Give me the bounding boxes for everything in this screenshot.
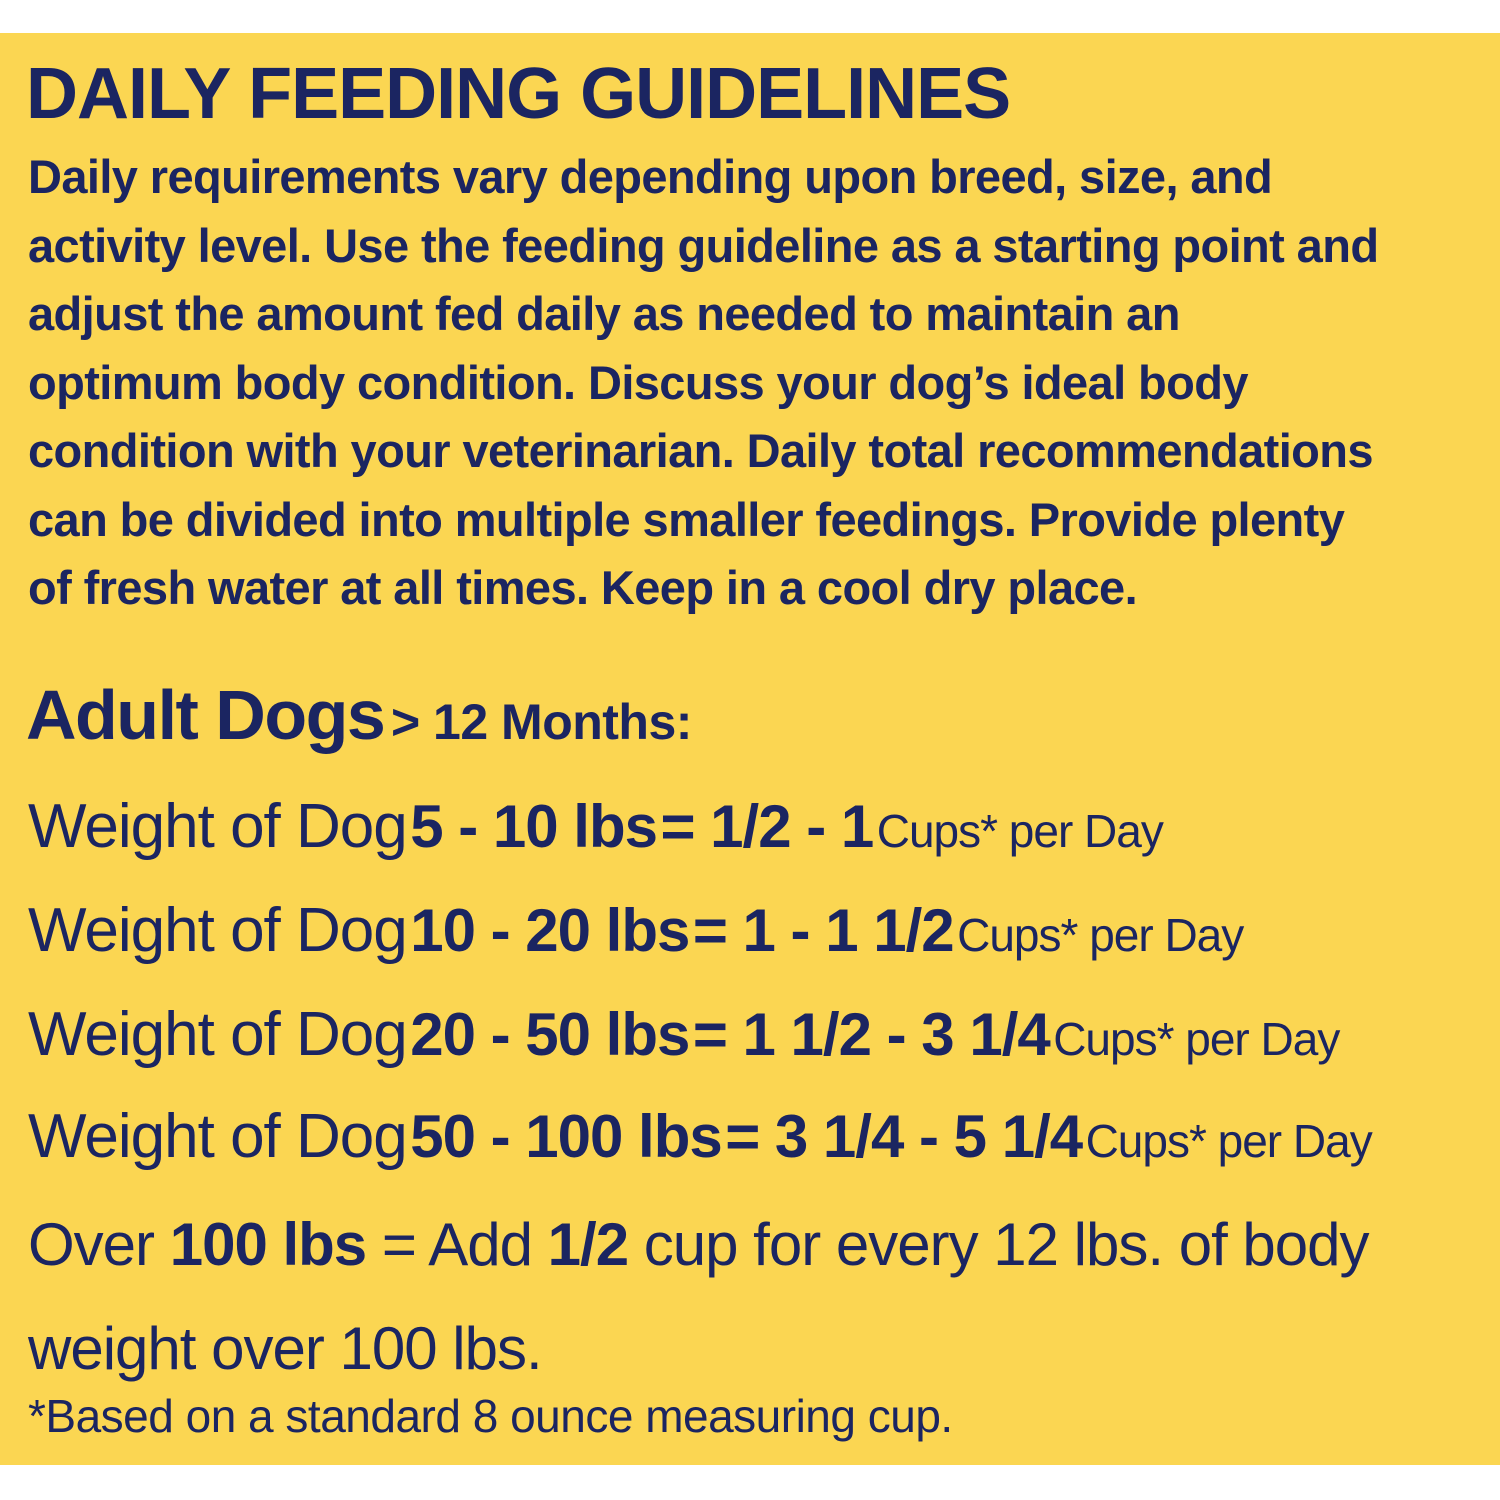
section-heading-sub: > 12 Months:: [390, 694, 692, 750]
section-heading-main: Adult Dogs: [26, 676, 385, 754]
over-equals: = Add: [381, 1211, 532, 1278]
footnote: *Based on a standard 8 ounce measuring cup.: [28, 1390, 953, 1442]
row-weight: 50 - 100 lbs: [410, 1103, 722, 1170]
intro-line: optimum body condition. Discuss your dog’s ideal body: [28, 355, 1248, 409]
over-prefix: Over: [28, 1211, 155, 1278]
over-100-line-1: [28, 1193, 1369, 1297]
feeding-row: [28, 1101, 1372, 1172]
row-amount: = 1 - 1 1/2: [692, 897, 954, 964]
feeding-row: [28, 791, 1163, 862]
intro-line: condition with your veterinarian. Daily total recommendations: [28, 424, 1373, 477]
intro-line: activity level. Use the feeding guideline as a starting point and: [28, 218, 1379, 272]
intro-paragraph: [28, 143, 1378, 623]
row-amount: = 3 1/4 - 5 1/4: [725, 1103, 1083, 1170]
row-unit: Cups* per Day: [876, 805, 1163, 857]
over-weight: 100 lbs: [169, 1211, 367, 1278]
over-100-line-2: weight over 100 lbs.: [28, 1315, 542, 1382]
feeding-guidelines-panel: [0, 33, 1500, 1465]
row-weight: 20 - 50 lbs: [410, 1001, 690, 1068]
feeding-row: [28, 999, 1339, 1070]
section-heading: [26, 675, 692, 755]
over-100-note: [28, 1193, 1369, 1401]
row-unit: Cups* per Day: [957, 909, 1244, 961]
feeding-row: [28, 895, 1243, 966]
row-label: Weight of Dog: [28, 1000, 407, 1069]
intro-line: Daily requirements vary depending upon breed, size, and: [28, 150, 1273, 203]
over-amount: 1/2: [547, 1211, 629, 1278]
intro-line: can be divided into multiple smaller feedings. Provide plenty: [28, 492, 1345, 546]
row-unit: Cups* per Day: [1053, 1013, 1340, 1065]
intro-line: adjust the amount fed daily as needed to maintain an: [28, 287, 1180, 340]
row-label: Weight of Dog: [28, 896, 407, 965]
intro-line: of fresh water at all times. Keep in a cool dry place.: [28, 561, 1138, 614]
over-rest: cup for every 12 lbs. of body: [643, 1211, 1369, 1278]
row-unit: Cups* per Day: [1085, 1115, 1372, 1167]
page-title: DAILY FEEDING GUIDELINES: [26, 54, 1011, 134]
row-amount: = 1/2 - 1: [660, 793, 874, 860]
row-label: Weight of Dog: [28, 792, 407, 861]
row-weight: 5 - 10 lbs: [410, 793, 657, 860]
row-weight: 10 - 20 lbs: [410, 897, 690, 964]
row-label: Weight of Dog: [28, 1102, 407, 1171]
row-amount: = 1 1/2 - 3 1/4: [692, 1001, 1050, 1068]
